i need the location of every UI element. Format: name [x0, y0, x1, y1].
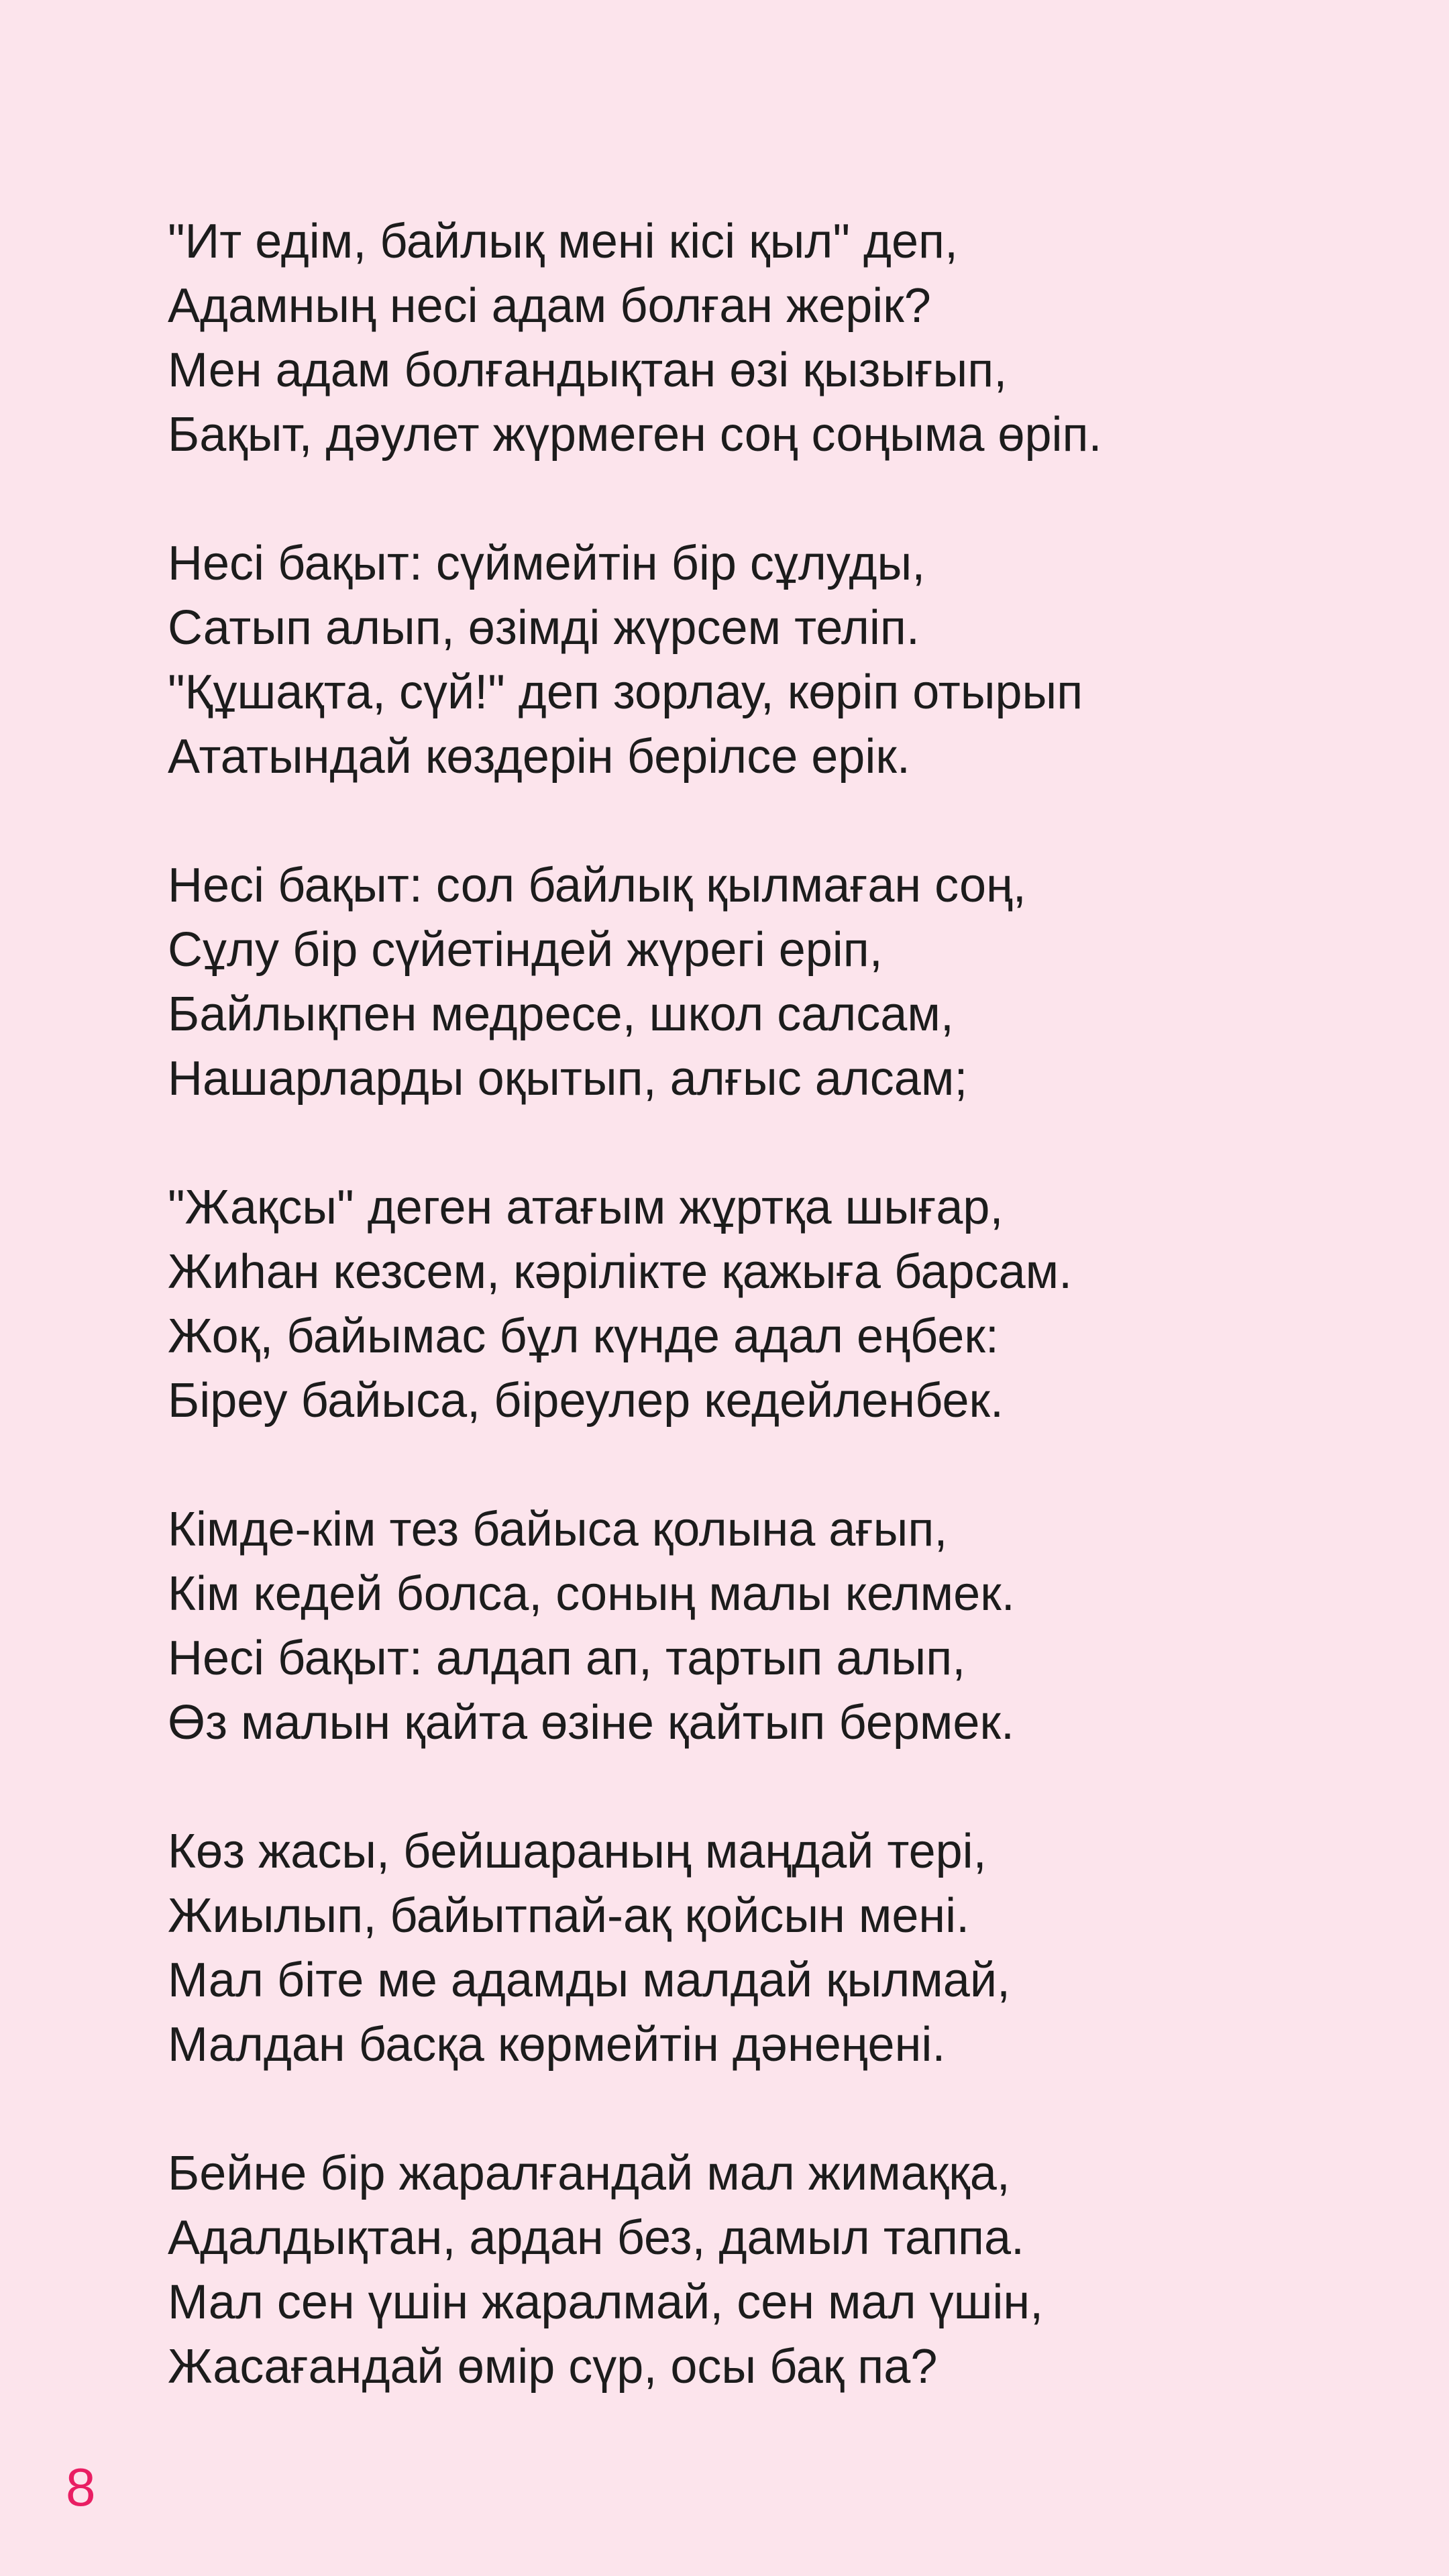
poem-line: Несі бақыт: алдап ап, тартып алып, — [168, 1631, 966, 1685]
poem-line: Адамның несі адам болған жерік? — [168, 279, 931, 333]
stanza-6 — [168, 1819, 1375, 2077]
poem-line: Сұлу бір сүйетіндей жүрегі еріп, — [168, 923, 883, 977]
poem-line: "Жақсы" деген атағым жұртқа шығар, — [168, 1181, 1004, 1234]
poem-line: Мал біте ме адамды малдай қылмай, — [168, 1953, 1011, 2007]
poem-line: Жасағандай өмір сүр, осы бақ па? — [168, 2340, 938, 2394]
stanza-3 — [168, 853, 1375, 1111]
poem-line: Өз малын қайта өзіне қайтып бермек. — [168, 1696, 1014, 1750]
poem-line: Жоқ, байымас бұл күнде адал еңбек: — [168, 1309, 999, 1363]
poem-line: Мен адам болғандықтан өзі қызығып, — [168, 343, 1008, 397]
poem-line: Біреу байыса, біреулер кедейленбек. — [168, 1374, 1004, 1428]
poem-line: Жиһан кезсем, кәрілікте қажыға барсам. — [168, 1245, 1073, 1299]
stanza-7 — [168, 2141, 1375, 2399]
poem-line: Кімде-кім тез байыса қолына ағып, — [168, 1503, 948, 1556]
poem-line: Көз жасы, бейшараның маңдай тері, — [168, 1825, 987, 1878]
poem-line: "Ит едім, байлық мені кісі қыл" деп, — [168, 215, 959, 268]
poem-line: Кім кедей болса, соның малы келмек. — [168, 1567, 1015, 1621]
page-number: 8 — [66, 2457, 96, 2517]
stanza-4 — [168, 1175, 1375, 1433]
poem-line: Мал сен үшін жаралмай, сен мал үшін, — [168, 2275, 1044, 2329]
poem-line: Малдан басқа көрмейтін дәнеңені. — [168, 2018, 946, 2072]
poem-line: Сатып алып, өзімді жүрсем теліп. — [168, 601, 920, 655]
poem-line: Байлықпен медресе, школ салсам, — [168, 987, 954, 1041]
stanza-2 — [168, 531, 1375, 789]
poem-line: Бейне бір жаралғандай мал жимаққа, — [168, 2147, 1010, 2200]
poem-line: "Құшақта, сүй!" деп зорлау, көріп отырып — [168, 665, 1083, 719]
poem-line: Адалдықтан, ардан без, дамыл таппа. — [168, 2211, 1025, 2265]
poem-body — [168, 209, 1375, 2399]
stanza-1 — [168, 209, 1375, 467]
stanza-5 — [168, 1497, 1375, 1755]
poem-line: Несі бақыт: сүймейтін бір сұлуды, — [168, 537, 926, 590]
poem-line: Ататындай көздерін берілсе ерік. — [168, 730, 910, 784]
poem-line: Нашарларды оқытып, алғыс алсам; — [168, 1052, 968, 1106]
poem-line: Несі бақыт: сол байлық қылмаған соң, — [168, 859, 1026, 912]
poem-line: Бақыт, дәулет жүрмеген соң соңыма өріп. — [168, 408, 1102, 462]
poem-line: Жиылып, байытпай-ақ қойсын мені. — [168, 1889, 970, 1943]
